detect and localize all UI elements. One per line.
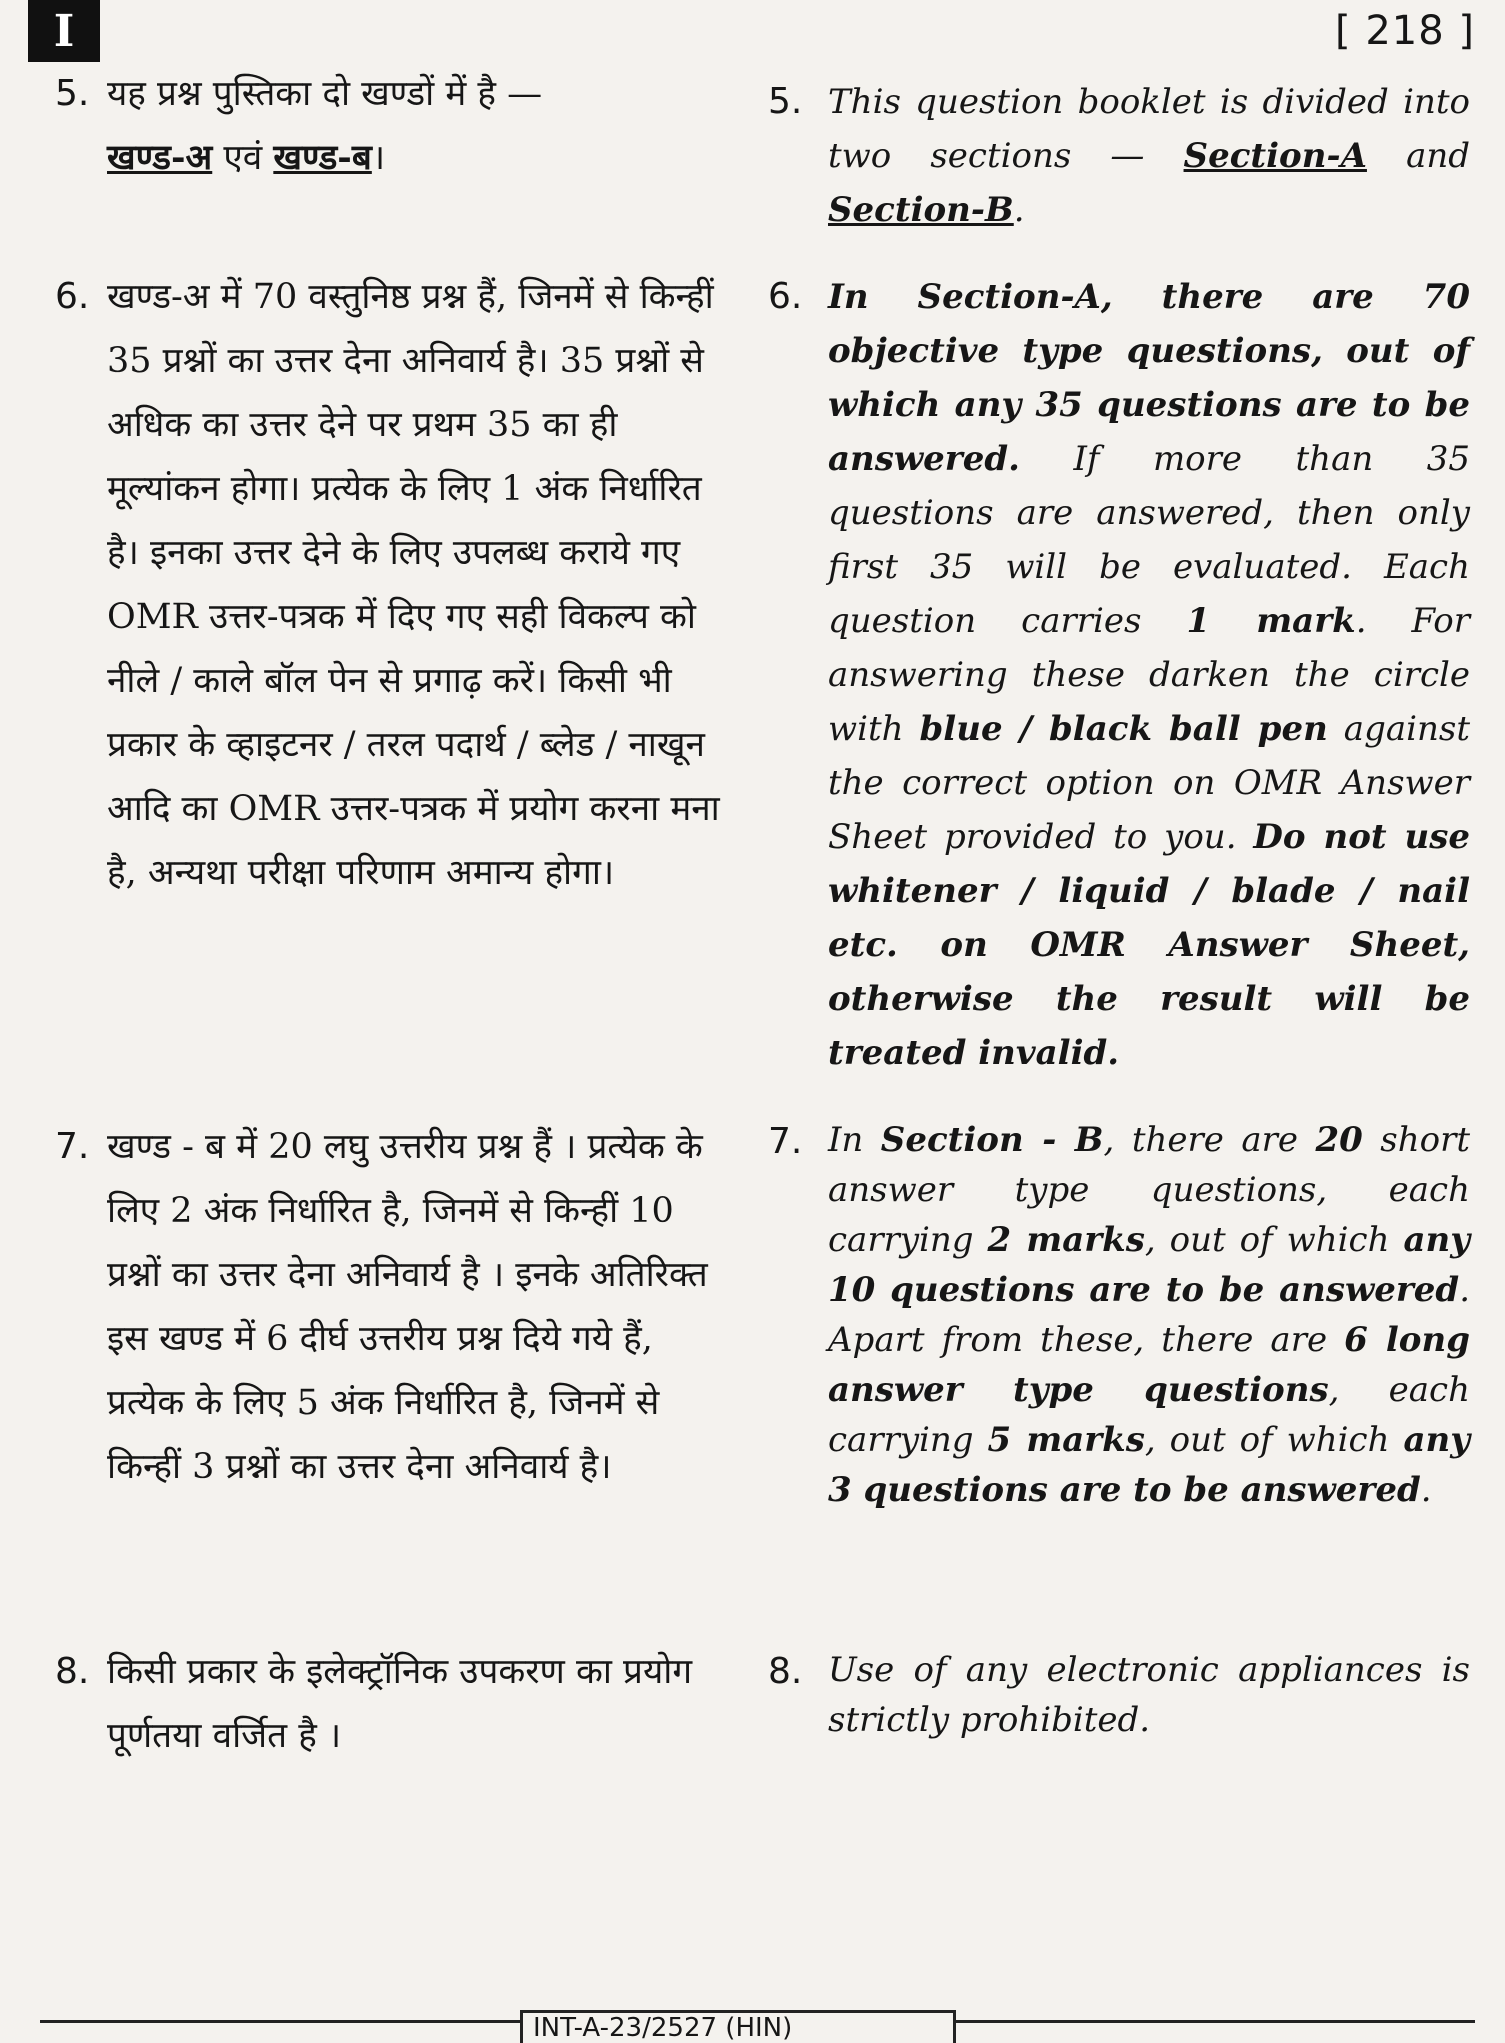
item-number: 7. bbox=[768, 1121, 803, 1162]
item-text: This question booklet is divided into two sections — Section-A and Section-B. bbox=[828, 82, 1470, 230]
item-number: 7. bbox=[55, 1126, 90, 1167]
english-item-6 bbox=[768, 270, 1470, 1080]
item-text: यह प्रश्न पुस्तिका दो खण्डों में है — खण्ड-अ एवं खण्ड-ब। bbox=[107, 74, 543, 178]
item-number: 5. bbox=[55, 73, 90, 114]
hindi-item-6 bbox=[55, 265, 735, 905]
page-number: [ 218 ] bbox=[1335, 8, 1475, 54]
item-number: 8. bbox=[768, 1651, 803, 1692]
item-text: खण्ड - ब में 20 लघु उत्तरीय प्रश्न हैं । प्रत्येक के लिए 2 अंक निर्धारित है, जिनमें से किन्हीं 10 प्रश्नों का उत्तर देना अनिवार्य है । इनके अतिरिक्त इस खण्ड में 6 दीर्घ उत्तरीय प्रश्न दिये गये हैं, प्रत्येक के लिए 5 अंक निर्धारित है, जिनमें से किन्हीं 3 प्रश्नों का उत्तर देना अनिवार्य है। bbox=[107, 1127, 708, 1487]
item-text: किसी प्रकार के इलेक्ट्रॉनिक उपकरण का प्रयोग पूर्णतया वर्जित है । bbox=[107, 1652, 693, 1756]
set-tag: I bbox=[28, 0, 100, 62]
hindi-item-5 bbox=[55, 62, 735, 190]
item-text: Use of any electronic appliances is strictly prohibited. bbox=[828, 1650, 1470, 1740]
item-text: खण्ड-अ में 70 वस्तुनिष्ठ प्रश्न हैं, जिनमें से किन्हीं 35 प्रश्नों का उत्तर देना अनिवार्य है। 35 प्रश्नों से अधिक का उत्तर देने पर प्रथम 35 का ही मूल्यांकन होगा। प्रत्येक के लिए 1 अंक निर्धारित है। इनका उत्तर देने के लिए उपलब्ध कराये गए OMR उत्तर-पत्रक में दिए गए सही विकल्प को नीले / काले बॉल पेन से प्रगाढ़ करें। किसी भी प्रकार के व्हाइटनर / तरल पदार्थ / ब्लेड / नाखून आदि का OMR उत्तर-पत्रक में प्रयोग करना मना है, अन्यथा परीक्षा परिणाम अमान्य होगा। bbox=[107, 277, 720, 893]
item-number: 6. bbox=[55, 276, 90, 317]
hindi-item-7 bbox=[55, 1115, 735, 1499]
hindi-item-8 bbox=[55, 1640, 735, 1768]
item-number: 8. bbox=[55, 1651, 90, 1692]
item-number: 5. bbox=[768, 81, 803, 122]
item-number: 6. bbox=[768, 276, 803, 317]
english-item-7 bbox=[768, 1115, 1470, 1515]
item-text: In Section-A, there are 70 objective type questions, out of which any 35 questions are to be answered. If more than 35 questions are answered, then only first 35 will be evaluated. Each question carries 1 mark. For answering these darken the circle with blue / black ball pen against the correct option on OMR Answer Sheet provided to you. Do not use whitener / liquid / blade / nail etc. on OMR Answer Sheet, otherwise the result will be treated invalid. bbox=[828, 277, 1471, 1073]
footer-code: INT-A-23/2527 (HIN) bbox=[520, 2010, 956, 2043]
item-text: In Section - B, there are 20 short answer type questions, each carrying 2 marks, out of which any 10 questions are to be answered. Apart from these, there are 6 long answer type questions, each carrying 5 marks, out of which any 3 questions are to be answered. bbox=[828, 1120, 1470, 1510]
english-item-5 bbox=[768, 75, 1470, 237]
english-item-8 bbox=[768, 1645, 1470, 1745]
